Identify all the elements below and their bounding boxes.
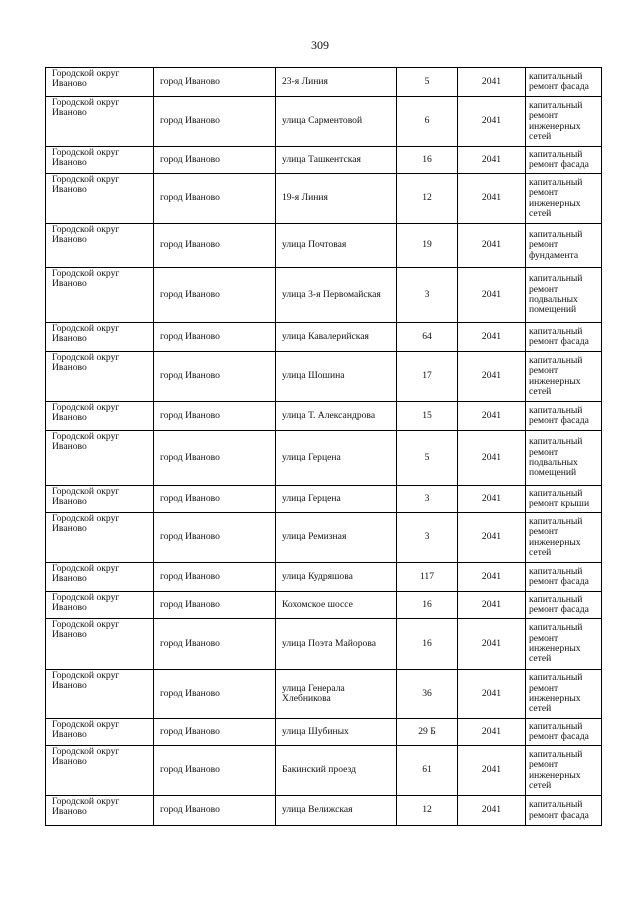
year-cell: 2041 xyxy=(458,174,526,224)
street-cell: улица Герцена xyxy=(276,431,397,486)
work-type-cell: капитальный ремонт фундамента xyxy=(526,224,602,268)
municipality-cell: Городской округ Иваново xyxy=(46,68,154,97)
settlement-cell: город Иваново xyxy=(154,224,276,268)
year-cell: 2041 xyxy=(458,97,526,147)
street-cell: 19-я Линия xyxy=(276,174,397,224)
work-type-cell: капитальный ремонт инженерных сетей xyxy=(526,352,602,402)
street-cell: улица Почтовая xyxy=(276,224,397,268)
year-cell: 2041 xyxy=(458,268,526,323)
municipality-cell: Городской округ Иваново xyxy=(46,746,154,796)
street-cell: улица Генерала Хлебникова xyxy=(276,670,397,719)
municipality-cell: Городской округ Иваново xyxy=(46,431,154,486)
house-number-cell: 36 xyxy=(397,670,458,719)
house-number-cell: 19 xyxy=(397,224,458,268)
settlement-cell: город Иваново xyxy=(154,746,276,796)
table-row xyxy=(46,147,602,174)
work-type-cell: капитальный ремонт фасада xyxy=(526,796,602,826)
table-row xyxy=(46,174,602,224)
house-number-cell: 64 xyxy=(397,323,458,352)
table-row xyxy=(46,619,602,670)
settlement-cell: город Иваново xyxy=(154,431,276,486)
municipality-cell: Городской округ Иваново xyxy=(46,592,154,619)
year-cell: 2041 xyxy=(458,147,526,174)
work-type-cell: капитальный ремонт фасада xyxy=(526,592,602,619)
year-cell: 2041 xyxy=(458,486,526,513)
table-row xyxy=(46,592,602,619)
municipality-cell: Городской округ Иваново xyxy=(46,619,154,670)
work-type-cell: капитальный ремонт фасада xyxy=(526,68,602,97)
street-cell: улица Герцена xyxy=(276,486,397,513)
municipality-cell: Городской округ Иваново xyxy=(46,670,154,719)
municipality-cell: Городской округ Иваново xyxy=(46,323,154,352)
settlement-cell: город Иваново xyxy=(154,592,276,619)
work-type-cell: капитальный ремонт инженерных сетей xyxy=(526,174,602,224)
house-number-cell: 16 xyxy=(397,592,458,619)
street-cell: улица Велижская xyxy=(276,796,397,826)
work-type-cell: капитальный ремонт инженерных сетей xyxy=(526,97,602,147)
house-number-cell: 17 xyxy=(397,352,458,402)
year-cell: 2041 xyxy=(458,719,526,746)
year-cell: 2041 xyxy=(458,563,526,592)
year-cell: 2041 xyxy=(458,746,526,796)
house-number-cell: 29 Б xyxy=(397,719,458,746)
repair-schedule-table xyxy=(45,67,602,826)
street-cell: улица Ташкентская xyxy=(276,147,397,174)
table-row xyxy=(46,563,602,592)
house-number-cell: 6 xyxy=(397,97,458,147)
street-cell: улица Шубиных xyxy=(276,719,397,746)
work-type-cell: капитальный ремонт инженерных сетей xyxy=(526,513,602,563)
settlement-cell: город Иваново xyxy=(154,670,276,719)
municipality-cell: Городской округ Иваново xyxy=(46,796,154,826)
year-cell: 2041 xyxy=(458,431,526,486)
house-number-cell: 117 xyxy=(397,563,458,592)
house-number-cell: 15 xyxy=(397,402,458,431)
house-number-cell: 12 xyxy=(397,174,458,224)
work-type-cell: капитальный ремонт инженерных сетей xyxy=(526,670,602,719)
table-row xyxy=(46,323,602,352)
settlement-cell: город Иваново xyxy=(154,352,276,402)
settlement-cell: город Иваново xyxy=(154,563,276,592)
table-body xyxy=(46,68,602,826)
settlement-cell: город Иваново xyxy=(154,174,276,224)
table-row xyxy=(46,796,602,826)
table-row xyxy=(46,352,602,402)
municipality-cell: Городской округ Иваново xyxy=(46,174,154,224)
municipality-cell: Городской округ Иваново xyxy=(46,563,154,592)
house-number-cell: 16 xyxy=(397,619,458,670)
house-number-cell: 61 xyxy=(397,746,458,796)
settlement-cell: город Иваново xyxy=(154,513,276,563)
work-type-cell: капитальный ремонт фасада xyxy=(526,402,602,431)
municipality-cell: Городской округ Иваново xyxy=(46,352,154,402)
settlement-cell: город Иваново xyxy=(154,796,276,826)
settlement-cell: город Иваново xyxy=(154,268,276,323)
house-number-cell: 12 xyxy=(397,796,458,826)
work-type-cell: капитальный ремонт подвальных помещений xyxy=(526,268,602,323)
street-cell: Бакинский проезд xyxy=(276,746,397,796)
house-number-cell: 16 xyxy=(397,147,458,174)
work-type-cell: капитальный ремонт инженерных сетей xyxy=(526,746,602,796)
year-cell: 2041 xyxy=(458,592,526,619)
settlement-cell: город Иваново xyxy=(154,619,276,670)
page-number: 309 xyxy=(311,38,329,52)
municipality-cell: Городской округ Иваново xyxy=(46,224,154,268)
table-row xyxy=(46,97,602,147)
street-cell: улица Кудряшова xyxy=(276,563,397,592)
work-type-cell: капитальный ремонт фасада xyxy=(526,719,602,746)
table-row xyxy=(46,513,602,563)
municipality-cell: Городской округ Иваново xyxy=(46,147,154,174)
table-row xyxy=(46,68,602,97)
house-number-cell: 3 xyxy=(397,268,458,323)
settlement-cell: город Иваново xyxy=(154,719,276,746)
house-number-cell: 5 xyxy=(397,431,458,486)
settlement-cell: город Иваново xyxy=(154,68,276,97)
year-cell: 2041 xyxy=(458,670,526,719)
work-type-cell: капитальный ремонт фасада xyxy=(526,323,602,352)
table-row xyxy=(46,486,602,513)
street-cell: улица Кавалерийская xyxy=(276,323,397,352)
year-cell: 2041 xyxy=(458,513,526,563)
year-cell: 2041 xyxy=(458,352,526,402)
municipality-cell: Городской округ Иваново xyxy=(46,268,154,323)
settlement-cell: город Иваново xyxy=(154,402,276,431)
table-row xyxy=(46,431,602,486)
street-cell: улица 3-я Первомайская xyxy=(276,268,397,323)
table-row xyxy=(46,224,602,268)
settlement-cell: город Иваново xyxy=(154,486,276,513)
house-number-cell: 5 xyxy=(397,68,458,97)
street-cell: Кохомское шоссе xyxy=(276,592,397,619)
work-type-cell: капитальный ремонт фасада xyxy=(526,563,602,592)
work-type-cell: капитальный ремонт крыши xyxy=(526,486,602,513)
municipality-cell: Городской округ Иваново xyxy=(46,719,154,746)
settlement-cell: город Иваново xyxy=(154,97,276,147)
year-cell: 2041 xyxy=(458,619,526,670)
work-type-cell: капитальный ремонт фасада xyxy=(526,147,602,174)
settlement-cell: город Иваново xyxy=(154,147,276,174)
work-type-cell: капитальный ремонт инженерных сетей xyxy=(526,619,602,670)
house-number-cell: 3 xyxy=(397,513,458,563)
year-cell: 2041 xyxy=(458,796,526,826)
year-cell: 2041 xyxy=(458,68,526,97)
table-row xyxy=(46,746,602,796)
street-cell: улица Поэта Майорова xyxy=(276,619,397,670)
year-cell: 2041 xyxy=(458,402,526,431)
table-row xyxy=(46,670,602,719)
table-row xyxy=(46,268,602,323)
house-number-cell: 3 xyxy=(397,486,458,513)
municipality-cell: Городской округ Иваново xyxy=(46,513,154,563)
municipality-cell: Городской округ Иваново xyxy=(46,97,154,147)
street-cell: улица Ремизная xyxy=(276,513,397,563)
municipality-cell: Городской округ Иваново xyxy=(46,486,154,513)
street-cell: улица Сарментовой xyxy=(276,97,397,147)
street-cell: улица Шошина xyxy=(276,352,397,402)
table-row xyxy=(46,719,602,746)
table-row xyxy=(46,402,602,431)
street-cell: 23-я Линия xyxy=(276,68,397,97)
year-cell: 2041 xyxy=(458,323,526,352)
year-cell: 2041 xyxy=(458,224,526,268)
work-type-cell: капитальный ремонт подвальных помещений xyxy=(526,431,602,486)
municipality-cell: Городской округ Иваново xyxy=(46,402,154,431)
settlement-cell: город Иваново xyxy=(154,323,276,352)
street-cell: улица Т. Александрова xyxy=(276,402,397,431)
